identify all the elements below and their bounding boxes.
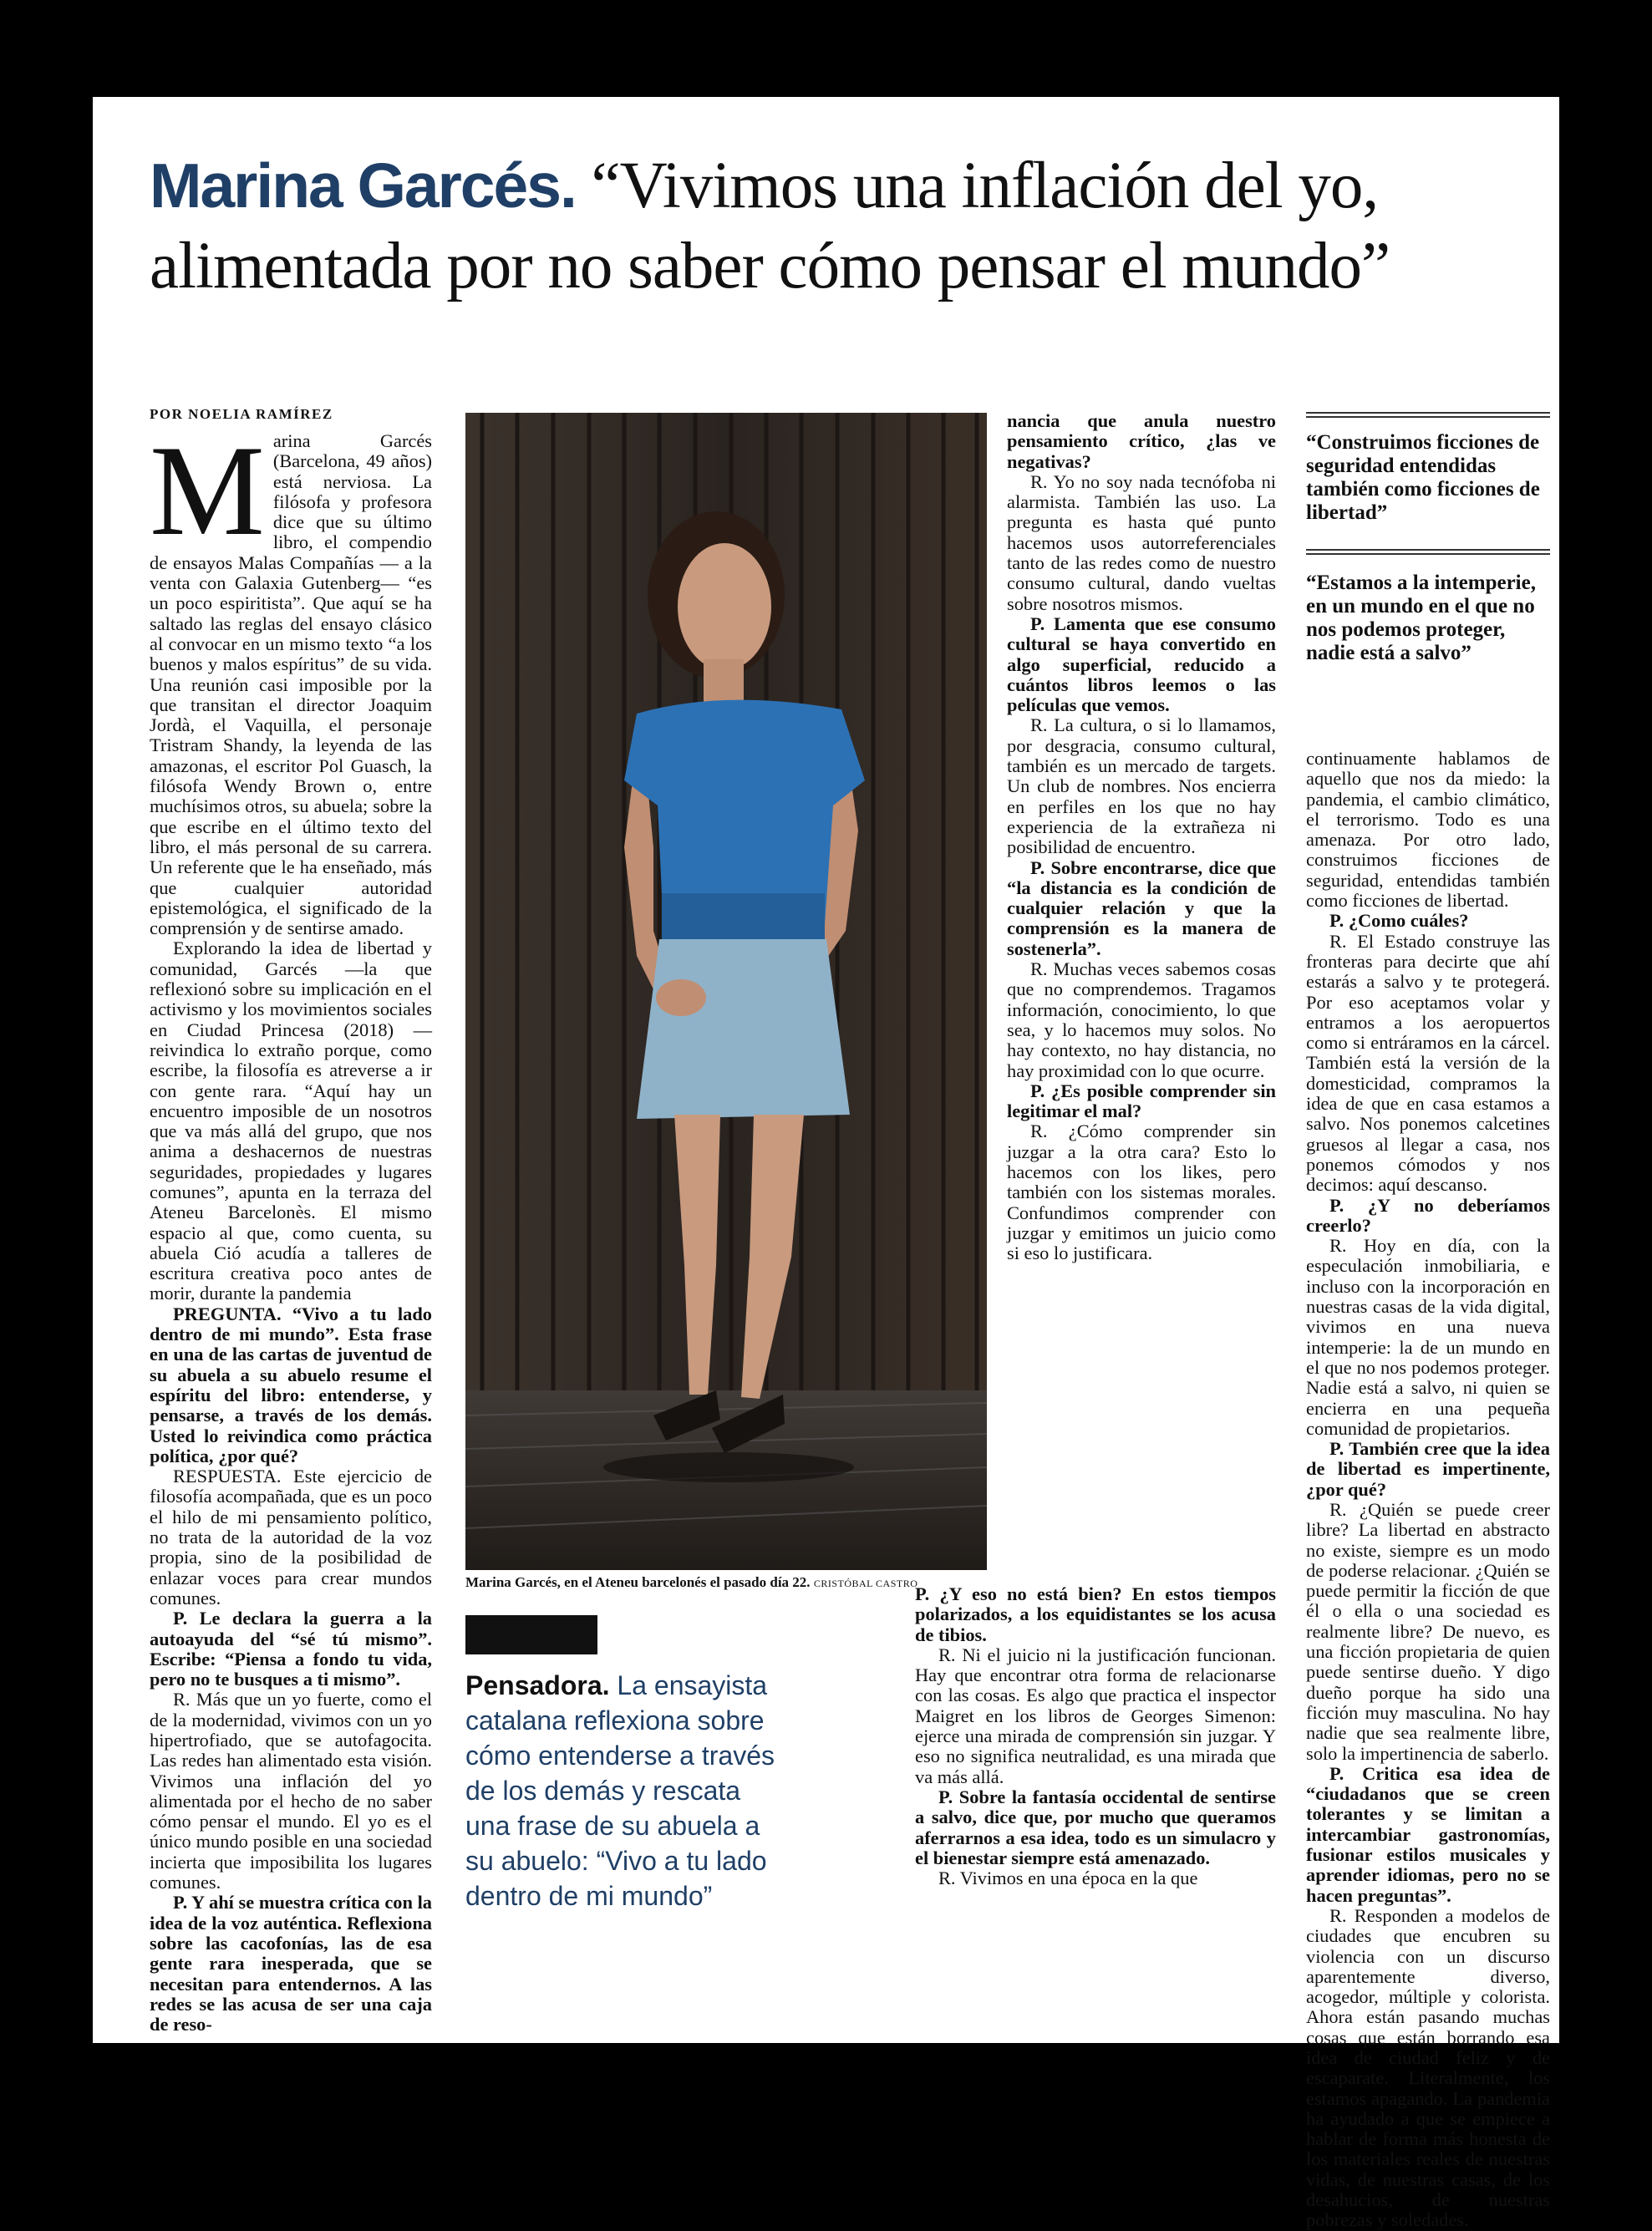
question: P. Le declara la guerra a la autoayuda del “sé tú mismo”. Escribe: “Piensa a fondo tu vida, pero no te busques a ti mismo”. [150,1608,432,1690]
headline [150,145,1520,307]
answer: R. ¿Quién se puede creer libre? La libertad en abstracto no existe, siempre es un modo de poderse relacionar. ¿Quién se puede permitir la ficción de que él o ella o una sociedad es realmente libre? De nuevo, es una ficción propietaria de quien puede sentirse dueño. Y digo dueño porque ha sido una ficción muy masculina. No hay nadie que sea realmente libre, solo la impertinencia de saberlo. [1306,1498,1550,1764]
answer: R. El Estado construye las fronteras para decirte que ahí estarás a salvo y te protegerá. Por eso aceptamos volar y entramos a los aeropuertos como si entráramos en la cárcel. También está la versión de la domesticidad, compramos la idea de que en casa estamos a salvo. Nos ponemos calcetines gruesos al llegar a casa, nos ponemos cómodos y nos decimos: aquí descanso. [1306,930,1550,1196]
lead-paragraph [150,419,432,939]
sidebar-text [465,1668,790,1913]
drop-cap: M [150,419,265,562]
portrait-photo [465,413,987,1570]
caption-text: Marina Garcés, en el Ateneu barcelonés el pasado día 22. [465,1574,811,1590]
question: P. Lamenta que ese consumo cultural se haya convertido en algo superficial, reducido a cuántos libros leemos o las películas que vemos. [1007,612,1276,716]
question: P. ¿Como cuáles? [1329,910,1469,932]
column-4 [1306,749,1550,2231]
pullquote-rule [1306,412,1550,418]
photo-caption [465,1574,917,1592]
lead-text: arina Garcés (Barcelona, 49 años) está nerviosa. La filósofa y profesora dice que su último libro, el compendio de ensayos Malas Compañías — a la venta con Galaxia Gutenberg— “es un poco espiritista”. Que aquí se ha saltado las reglas del ensayo clásico al convocar en un mismo texto “a los buenos y malos espíritus” de su vida. Una reunión casi imposible por la que transitan el director Joaquim Jordà, el Vaquilla, el personaje Tristram Shandy, la leyenda de las amazonas, el escritor Pol Guasch, la filósofa Wendy Brown o, entre muchísimos otros, su abuela; sobre la que escribe en el último texto del libro, el más personal de su carrera. Un referente que le ha enseñado, más que cualquier autoridad epistemológica, el significado de la comprensión y de sentirse amado. [150,430,432,939]
question: P. Sobre la fantasía occidental de sentirse a salvo, dice que, por mucho que queramos aferrarnos a esa idea, todo es un simulacro y el bienestar siempre está amenazado. [915,1786,1276,1868]
question: P. Critica esa idea de “ciudadanos que se creen tolerantes y se limitan a intercambiar gastronomías, fusionar estilos musicales y aprender idiomas, pero no se hacen preguntas”. [1306,1762,1550,1906]
answer: R. ¿Cómo comprender sin juzgar a la otra cara? Esto lo hacemos con los likes, pero también con los sistemas morales. Confundimos comprender con juzgar y emitimos un juicio como si eso lo justificara. [1007,1121,1276,1264]
sidebar-body: La ensayista catalana reflexiona sobre cómo entenderse a través de los demás y rescata una frase de su abuela a su abuelo: “Vivo a tu lado dentro de mi mundo” [465,1670,775,1911]
sidebar-black-bar [465,1615,597,1654]
answer: R. Más que un yo fuerte, como el de la modernidad, vivimos con un yo hipertrofiado, que se autofagocita. Las redes han alimentado esta visión. Vivimos una inflación del yo alimentada por el hecho de no saber cómo pensar el mundo. El yo es el único mundo posible en una sociedad incierta que imposibilita los lugares comunes. [150,1689,432,1893]
answer: R. Muchas veces sabemos cosas que no comprendemos. Tragamos información, conocimiento, lo que sea, y lo hacemos muy solos. No hay contexto, no hay distancia, no hay proximidad con lo que ocurre. [1007,958,1276,1081]
answer: R. Ni el juicio ni la justificación funcionan. Hay que encontrar otra forma de relacionarse con las cosas. Es algo que practica el inspector Maigret en los libros de Georges Simenon: ejerce una mirada de comprensión sin juzgar. Y eso no significa neutralidad, es una mirada que va más allá. [915,1644,1276,1787]
headline-name: Marina Garcés. [150,150,576,221]
question: P. ¿Y no deberíamos creerlo? [1306,1194,1550,1236]
question: P. También cree que la idea de libertad es impertinente, ¿por qué? [1306,1438,1550,1500]
question: PREGUNTA. “Vivo a tu lado dentro de mi mundo”. Esta frase en una de las cartas de juventud de su abuela a su abuelo resume el espíritu del libro: entenderse, y pensarse, a través de los demás. Usted lo reivindica como práctica política, ¿por qué? [150,1303,432,1466]
sidebar-label: Pensadora. [465,1670,610,1700]
answer: RESPUESTA. Este ejercicio de filosofía acompañada, que es un poco el hilo de mi pensamiento político, no trata de la autoridad de la voz propia, sino de la posibilidad de enlazar voces para crear mundos comunes. [150,1466,432,1608]
paragraph: Explorando la idea de libertad y comunidad, Garcés —la que reflexionó sobre su implicación en el activismo y los movimientos sociales en Ciudad Princesa (2018) — reivindica lo extraño porque, como escribe, la filosofía es atreverse a ir con gente rara. “Aquí hay un encuentro imposible de un nosotros que va más allá del grupo, que nos anima a deshacernos de nuestras seguridades, propiedades y lugares comunes”, apunta en la terraza del Ateneu Barcelonès. El mismo espacio al que, como cuenta, su abuela Ció acudía a talleres de escritura creativa poco antes de morir, durante la pandemia [150,938,432,1304]
byline: POR NOELIA RAMÍREZ [150,406,333,422]
question: P. Sobre encontrarse, dice que “la distancia es la condición de cualquier relación y que la comprensión es la manera de sostenerla”. [1007,856,1276,959]
answer: R. Responden a modelos de ciudades que encubren su violencia con un discurso aparentemente diverso, acogedor, múltiple y colorista. Ahora están pasando muchas cosas que están borrando esa idea de ciudad feliz y de escaparate. Literalmente, los estamos apagando. La pandemia ha ayudado a que se empiece a hablar de forma más honesta de los materiales reales de nuestras vidas, de nuestras casas, de los desahucios, de nuestras pobrezas y soledades. [1306,1904,1550,2231]
question: P. ¿Es posible comprender sin legitimar el mal? [1007,1080,1276,1122]
photo-illustration [465,413,987,1570]
pullquote-rule [1306,549,1550,555]
answer: R. Hoy en día, con la especulación inmobiliaria, e incluso con la incorporación en nuestras casas de la vida digital, vivimos en una nueva intemperie: la de un mundo en el que no nos podemos proteger. Nadie está a salvo, ni quien se encierra en una pequeña comunidad de propietarios. [1306,1235,1550,1439]
column-3-lower [915,1584,1276,1888]
headline-quote: “Vivimos una inflación del yo, alimentada por no saber cómo pensar el mundo” [150,150,1390,302]
paragraph-continued: continuamente hablamos de aquello que nos da miedo: la pandemia, el cambio climático, el terrorismo. Todo es una amenaza. Por otro lado, construimos ficciones de seguridad, entendidas también como ficciones de libertad. [1306,748,1550,912]
question: P. Y ahí se muestra crítica con la idea de la voz auténtica. Reflexiona sobre las cacofonías, las de esa gente rara inesperada, que se necesitan para entendernos. A las redes se las acusa de ser una caja de reso- [150,1892,432,2035]
question-continued: nancia que anula nuestro pensamiento crítico, ¿las ve negativas? [1007,410,1276,472]
column-3 [1007,411,1276,1263]
pullquote-1: “Construimos ficciones de seguridad entendidas también como ficciones de libertad” [1306,431,1540,524]
pullquote-2: “Estamos a la intemperie, en un mundo en el que no nos podemos proteger, nadie está a salvo” [1306,572,1536,664]
answer: R. Vivimos en una época en la que [938,1868,1198,1889]
newspaper-page [93,97,1559,2231]
photo-credit: CRISTÓBAL CASTRO [813,1578,918,1589]
column-1 [150,419,432,2035]
answer: R. Yo no soy nada tecnófoba ni alarmista. También las uso. La pregunta es hasta qué punto hacemos usos autorreferenciales tanto de las redes como de nuestro consumo cultural, dando vueltas sobre nosotros mismos. [1007,470,1276,614]
answer: R. La cultura, o si lo llamamos, por desgracia, consumo cultural, también es un mercado de targets. Un club de nombres. Nos encierra en perfiles en los que no hay experiencia de la extrañeza ni posibilidad de encuentro. [1007,714,1276,858]
question: P. ¿Y eso no está bien? En estos tiempos polarizados, a los equidistantes se los acusa de tibios. [915,1583,1276,1645]
